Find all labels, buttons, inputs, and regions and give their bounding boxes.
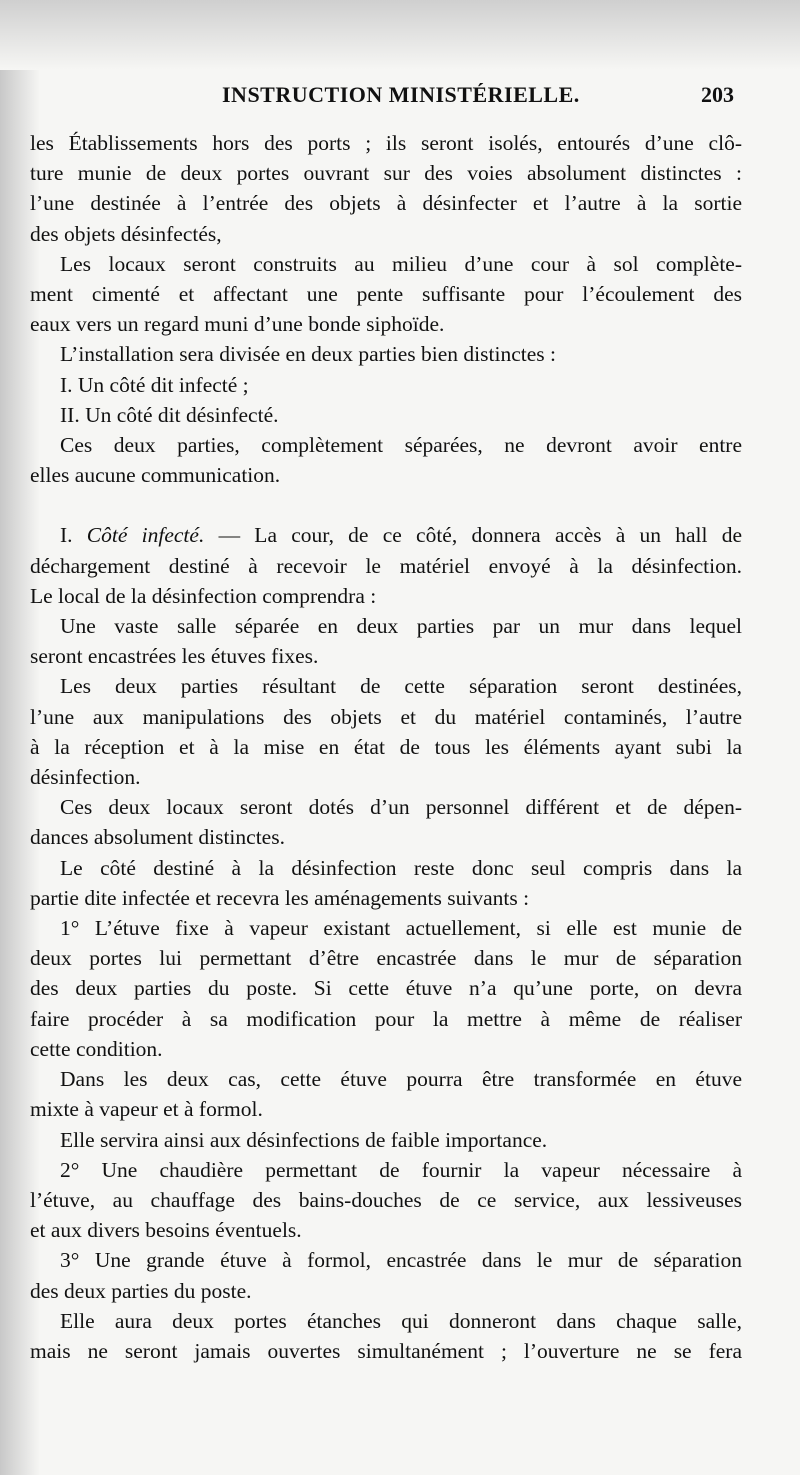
- paragraph: [30, 1064, 742, 1124]
- text-line: Dans les deux cas, cette étuve pourra être transformée en étuve: [60, 1067, 742, 1092]
- text-line: elles aucune communication.: [30, 463, 281, 488]
- text-line: Ces deux parties, complètement séparées, ne devront avoir entre: [60, 433, 742, 458]
- text-line: Le local de la désinfection comprendra :: [30, 583, 377, 608]
- text-line: [30, 520, 742, 550]
- paragraph: [30, 1155, 742, 1246]
- paragraph: [30, 792, 742, 852]
- text-line: 2° Une chaudière permettant de fournir la vapeur nécessaire à: [60, 1157, 742, 1182]
- text-line: Elle servira ainsi aux désinfections de faible importance.: [60, 1127, 548, 1152]
- paragraph: [30, 1245, 742, 1305]
- text-line: déchargement destiné à recevoir le matériel envoyé à la désinfection.: [30, 553, 742, 578]
- paragraph: [30, 128, 742, 249]
- running-head: [0, 82, 800, 114]
- text-line: faire procéder à sa modification pour la mettre à même de réaliser: [30, 1006, 742, 1031]
- paragraph-section-infected: [30, 520, 742, 611]
- section-text: — La cour, de ce côté, donnera accès à un hall de: [204, 523, 743, 548]
- text-line: ture munie de deux portes ouvrant sur des voies absolument distinctes :: [30, 161, 742, 186]
- text-line: Ces deux locaux seront dotés d’un personnel différent et de dépen-: [60, 795, 742, 820]
- text-line: dances absolument distinctes.: [30, 825, 285, 850]
- text-line: à la réception et à la mise en état de tous les éléments ayant subi la: [30, 734, 742, 759]
- text-line: mixte à vapeur et à formol.: [30, 1097, 263, 1122]
- text-line: l’une aux manipulations des objets et du matériel contaminés, l’autre: [30, 704, 742, 729]
- text-line: ment cimenté et affectant une pente suffisante pour l’écoulement des: [30, 282, 742, 307]
- text-line: des deux parties du poste. Si cette étuve n’a qu’une porte, on devra: [30, 976, 742, 1001]
- text-line: eaux vers un regard muni d’une bonde siphoïde.: [30, 312, 445, 337]
- paragraph: [30, 611, 742, 671]
- text-line: partie dite infectée et recevra les aménagements suivants :: [30, 885, 530, 910]
- text-line: 3° Une grande étuve à formol, encastrée dans le mur de séparation: [60, 1248, 742, 1273]
- text-line: désinfection.: [30, 765, 141, 790]
- paragraph: [30, 400, 742, 430]
- page-shadow-top: [0, 0, 800, 70]
- text-line: Les deux parties résultant de cette séparation seront destinées,: [60, 674, 742, 699]
- paragraph: [30, 913, 742, 1064]
- text-line: Une vaste salle séparée en deux parties par un mur dans lequel: [60, 614, 742, 639]
- text-line: et aux divers besoins éventuels.: [30, 1218, 302, 1243]
- text-line: seront encastrées les étuves fixes.: [30, 644, 319, 669]
- text-line: Les locaux seront construits au milieu d’une cour à sol complète-: [60, 251, 742, 276]
- text-line: L’installation sera divisée en deux parties bien distinctes :: [60, 342, 556, 367]
- paragraph: [30, 671, 742, 792]
- text-line: cette condition.: [30, 1036, 163, 1061]
- text-line: les Établissements hors des ports ; ils seront isolés, entourés d’une clô-: [30, 131, 742, 155]
- text-line: I. Un côté dit infecté ;: [60, 372, 249, 397]
- text-line: Elle aura deux portes étanches qui donneront dans chaque salle,: [60, 1308, 742, 1333]
- text-line: II. Un côté dit désinfecté.: [60, 402, 279, 427]
- text-line: l’étuve, au chauffage des bains-douches de ce service, aux lessiveuses: [30, 1187, 742, 1212]
- text-line: deux portes lui permettant d’être encastrée dans le mur de séparation: [30, 946, 742, 971]
- paragraph: [30, 430, 742, 490]
- paragraph: [30, 249, 742, 340]
- page-number: 203: [701, 82, 734, 107]
- paragraph: [30, 853, 742, 913]
- section-number: I.: [60, 523, 73, 548]
- text-line: l’une destinée à l’entrée des objets à désinfecter et l’autre à la sortie: [30, 191, 742, 216]
- paragraph: [30, 339, 742, 369]
- body-text: [30, 128, 742, 1366]
- text-line: Le côté destiné à la désinfection reste donc seul compris dans la: [60, 855, 742, 880]
- text-line: mais ne seront jamais ouvertes simultanément ; l’ouverture ne se fera: [30, 1338, 742, 1363]
- section-heading: Côté infecté.: [86, 523, 205, 548]
- text-line: 1° L’étuve fixe à vapeur existant actuellement, si elle est munie de: [60, 916, 742, 941]
- paragraph: [30, 370, 742, 400]
- text-line: des objets désinfectés,: [30, 221, 222, 246]
- paragraph: [30, 1306, 742, 1366]
- running-head-title: INSTRUCTION MINISTÉRIELLE.: [222, 82, 580, 107]
- text-line: des deux parties du poste.: [30, 1278, 252, 1303]
- paragraph: [30, 1125, 742, 1155]
